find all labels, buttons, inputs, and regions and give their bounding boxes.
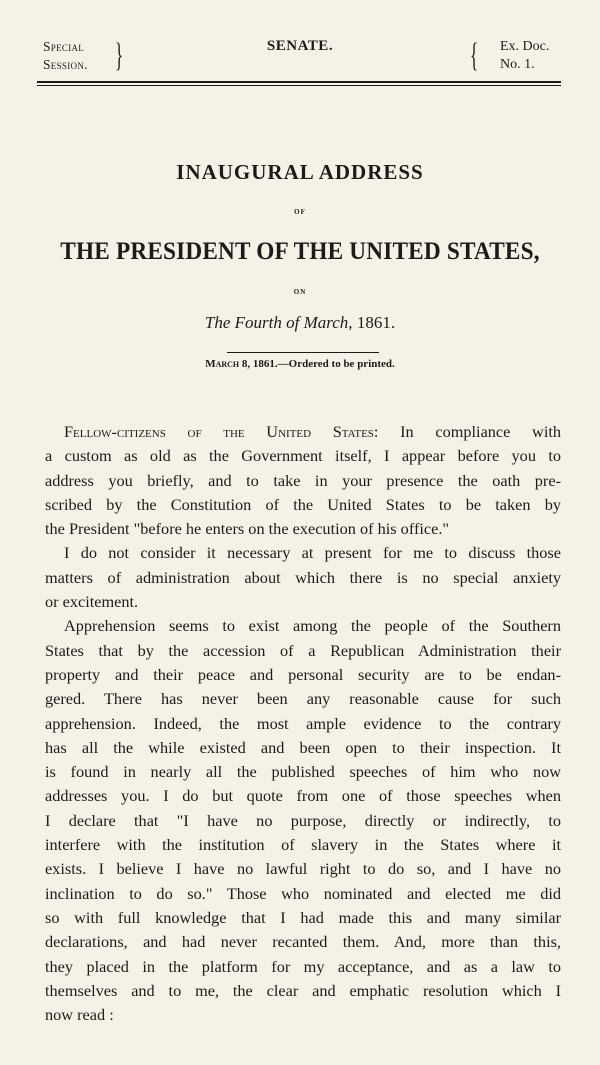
body-line: now read : — [45, 1005, 114, 1025]
body-line: addresses you. I do but quote from one of those speeches when — [45, 786, 561, 806]
body-line: themselves and to me, the clear and emphatic resolution which I — [45, 980, 561, 1000]
date-year: 1861. — [356, 313, 396, 332]
body-line: I declare that "I have no purpose, directly or indirectly, to — [45, 810, 561, 830]
left-brace-icon: } — [115, 37, 124, 74]
header-ex-doc: Ex. Doc. — [500, 39, 550, 54]
body-line: matters of administration about which there is no special anxiety — [45, 567, 561, 587]
salutation: Fellow-citizens of the United States: — [64, 422, 379, 441]
body-line: they placed in the platform for my acceptance, and as a law to — [45, 956, 561, 976]
address-body — [45, 420, 561, 1027]
body-line: I do not consider it necessary at present for me to discuss those — [64, 543, 561, 563]
body-line: apprehension. Indeed, the most ample evidence to the contrary — [45, 713, 561, 733]
header-rule-thick — [37, 81, 561, 83]
body-line: is found in nearly all the published speeches of him who now — [45, 762, 561, 782]
body-line: a custom as old as the Government itself, I appear before you to — [45, 446, 561, 466]
order-note — [0, 358, 600, 370]
body-line: inclination to do so." Those who nominated and elected me did — [45, 883, 561, 903]
order-month: March — [205, 358, 240, 370]
title-on: ON — [293, 288, 307, 296]
body-line: Fellow-citizens of the United States: In compliance with — [64, 422, 562, 441]
right-brace-icon: { — [470, 37, 479, 74]
body-line: exists. I believe I have no lawful right to do so, and I have no — [45, 859, 561, 879]
body-line: address you briefly, and to take in your presence the oath pre- — [45, 470, 561, 490]
body-line: so with full knowledge that I had made this and many similar — [45, 907, 561, 927]
body-line: gered. There has never been any reasonable cause for such — [45, 689, 561, 709]
body-line: the President "before he enters on the execution of his office." — [45, 519, 450, 539]
title-inaugural-address: INAUGURAL ADDRESS — [176, 160, 424, 184]
title-president: THE PRESIDENT OF THE UNITED STATES, — [60, 238, 540, 265]
body-line: declarations, and had never recanted them. And, more than this, — [45, 932, 561, 952]
body-line: scribed by the Constitution of the United States to be taken by — [45, 494, 561, 514]
title-date — [0, 313, 600, 333]
body-line: Apprehension seems to exist among the people of the Southern — [64, 616, 561, 636]
body-line: property and their peace and personal security are to be endan- — [45, 664, 561, 684]
body-line: interfere with the institution of slavery in the States where it — [45, 835, 561, 855]
header-doc-number: No. 1. — [500, 57, 535, 72]
header-session: Session. — [43, 57, 88, 72]
title-of: OF — [294, 208, 306, 216]
body-line: or excitement. — [45, 592, 139, 612]
header-special: Special — [43, 39, 85, 54]
order-rest: 8, 1861.—Ordered to be printed. — [241, 358, 395, 370]
header-rule-thin — [37, 85, 561, 86]
body-line: has all the while existed and been open to their inspection. It — [45, 737, 561, 757]
body-line: States that by the accession of a Republican Administration their — [45, 640, 561, 660]
date-italic: The Fourth of March, — [204, 313, 353, 332]
order-rule — [227, 352, 379, 353]
header-senate: SENATE. — [266, 38, 334, 54]
